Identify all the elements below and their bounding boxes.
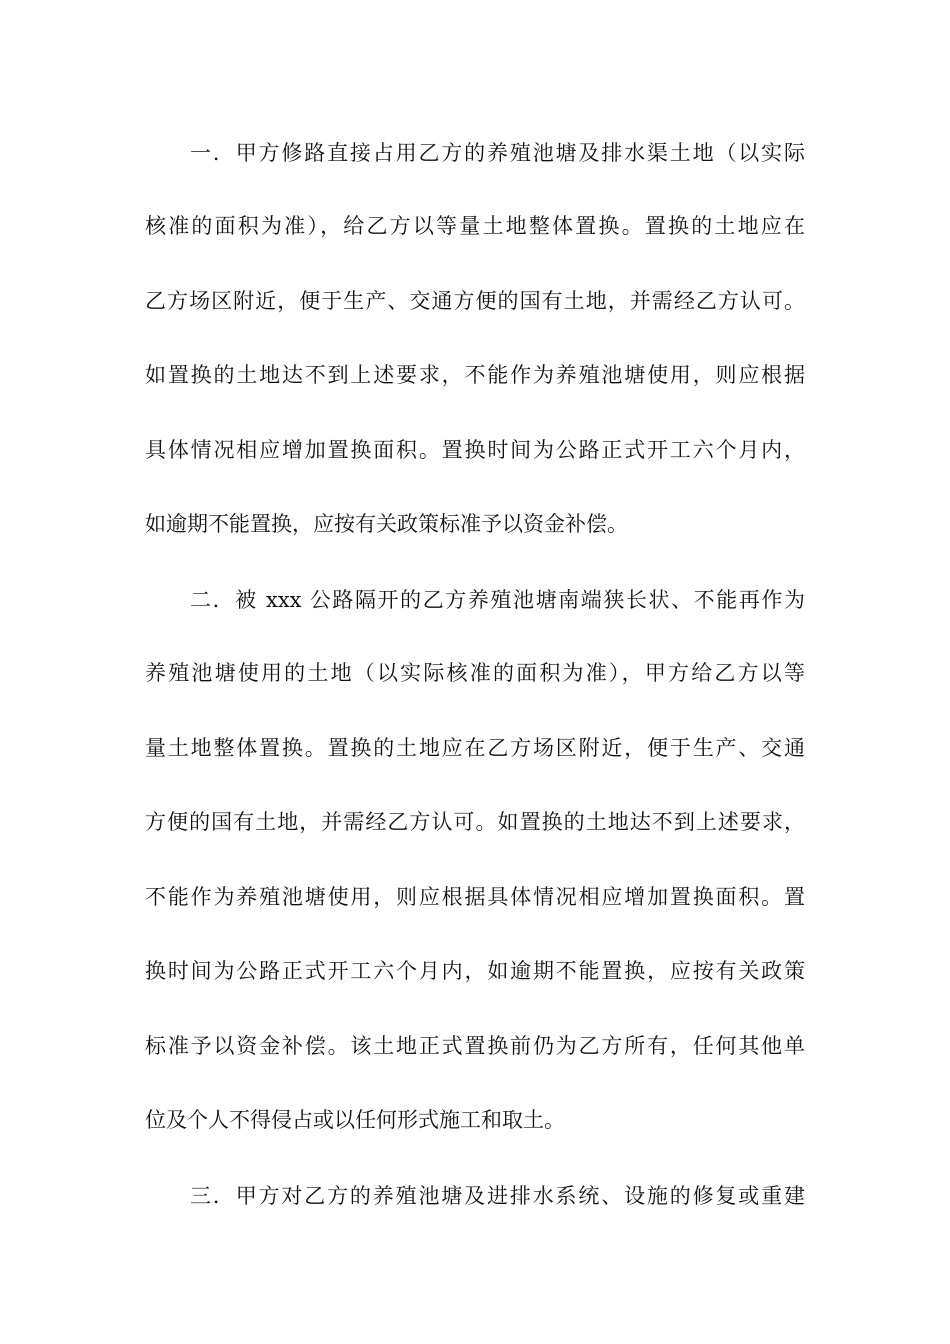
paragraph-2-line-3: 量土地整体置换。置换的土地应在乙方场区附近，便于生产、交通: [145, 736, 805, 760]
paragraph-1-line-6: 如逾期不能置换，应按有关政策标准予以资金补偿。: [145, 512, 628, 536]
paragraph-1-line-2: 核准的面积为准），给乙方以等量土地整体置换。置换的土地应在: [145, 214, 805, 238]
paragraph-1-line-4: 如置换的土地达不到上述要求，不能作为养殖池塘使用，则应根据: [145, 363, 805, 387]
paragraph-2-line-7: 标准予以资金补偿。该土地正式置换前仍为乙方所有，任何其他单: [145, 1034, 805, 1058]
paragraph-1-line-5: 具体情况相应增加置换面积。置换时间为公路正式开工六个月内，: [145, 438, 805, 462]
paragraph-2-line-1: 二．被 xxx 公路隔开的乙方养殖池塘南端狭长状、不能再作为: [190, 588, 805, 612]
paragraph-1-line-3: 乙方场区附近，便于生产、交通方便的国有土地，并需经乙方认可。: [145, 289, 805, 313]
paragraph-1-line-1: 一．甲方修路直接占用乙方的养殖池塘及排水渠土地（以实际: [190, 141, 805, 165]
paragraph-2-line-5: 不能作为养殖池塘使用，则应根据具体情况相应增加置换面积。置: [145, 885, 805, 909]
paragraph-2-line-2: 养殖池塘使用的土地（以实际核准的面积为准），甲方给乙方以等: [145, 661, 805, 685]
paragraph-2-line-6: 换时间为公路正式开工六个月内，如逾期不能置换，应按有关政策: [145, 959, 805, 983]
paragraph-2-line-8: 位及个人不得侵占或以任何形式施工和取土。: [145, 1108, 565, 1132]
paragraph-3-line-1: 三．甲方对乙方的养殖池塘及进排水系统、设施的修复或重建: [190, 1184, 805, 1208]
paragraph-2-line-4: 方便的国有土地，并需经乙方认可。如置换的土地达不到上述要求，: [145, 810, 805, 834]
